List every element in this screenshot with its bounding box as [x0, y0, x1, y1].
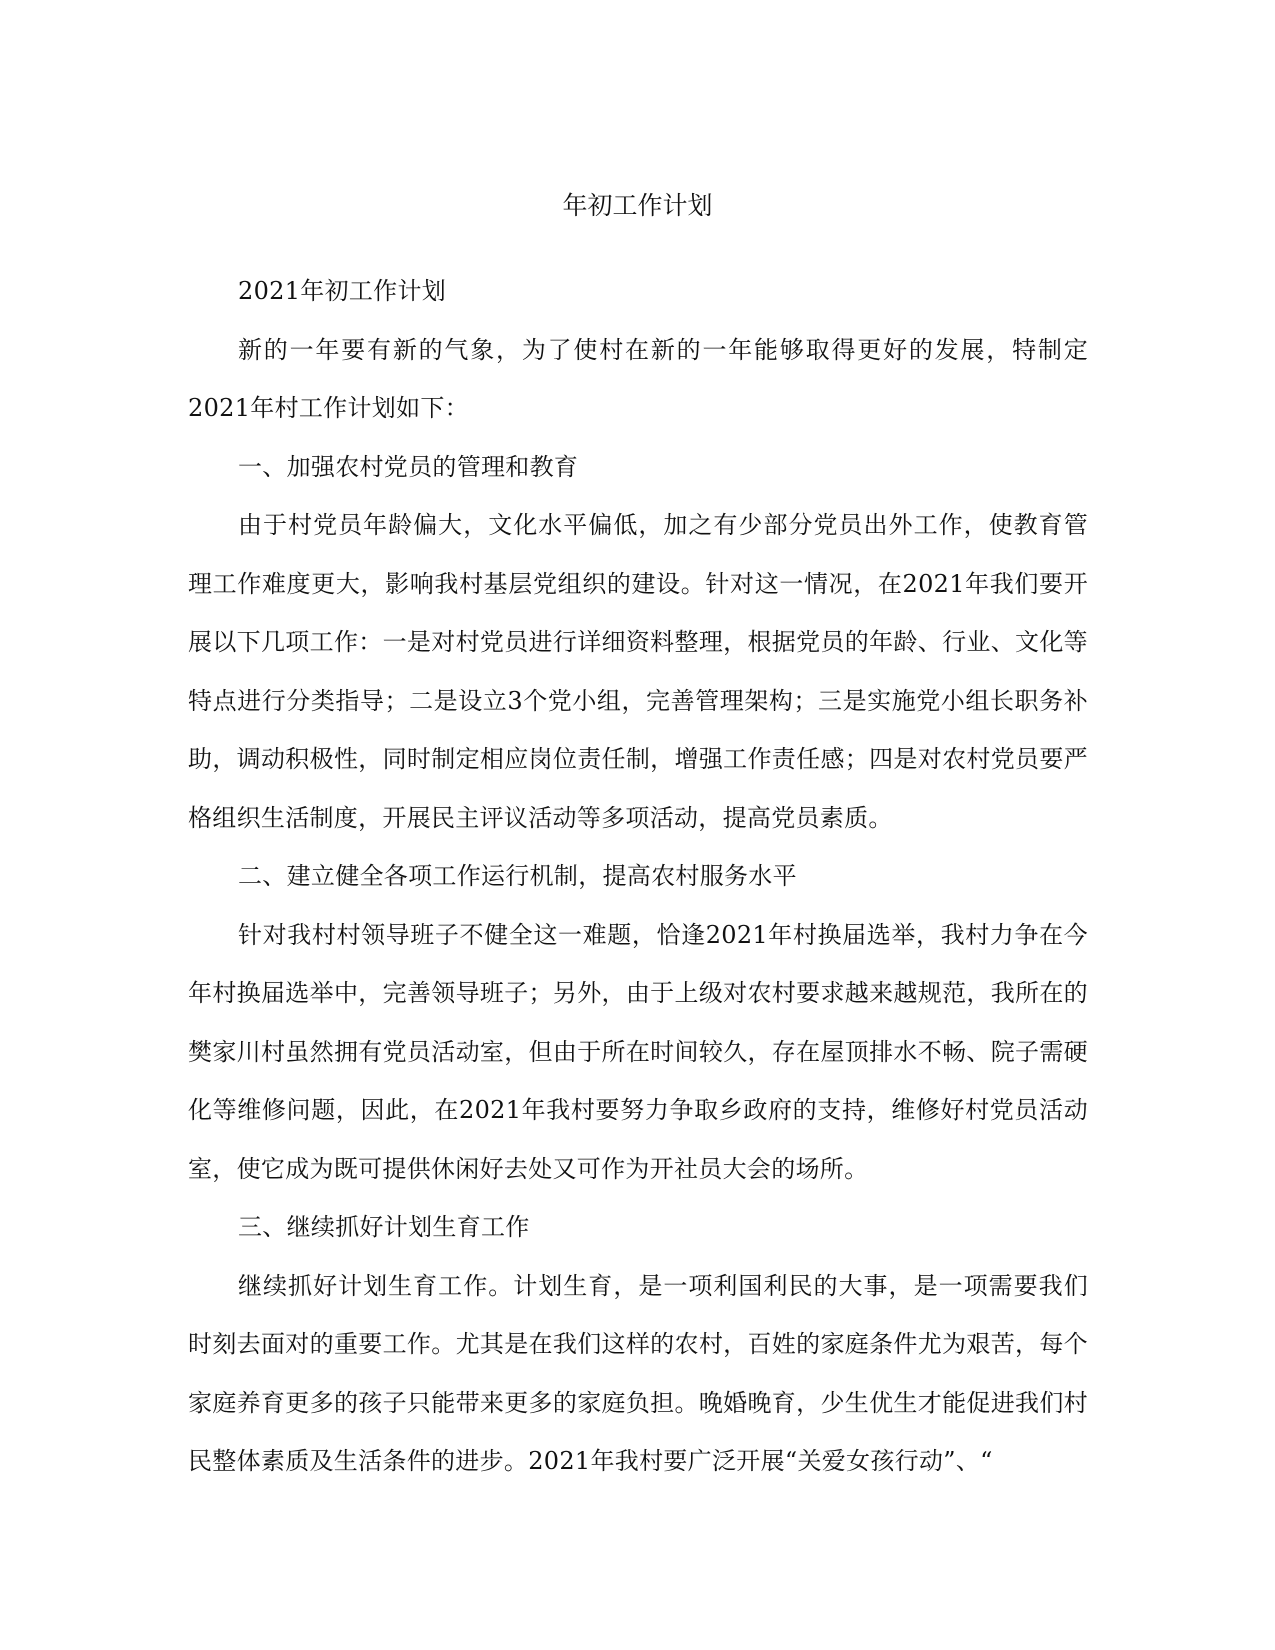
paragraph-section-1: 由于村党员年龄偏大，文化水平偏低，加之有少部分党员出外工作，使教育管理工作难度更大，影响我村基层党组织的建设。针对这一情况，在2021年我们要开展以下几项工作：一是对村党员进行详细资料整理，根据党员的年龄、行业、文化等特点进行分类指导；二是设立3个党小组，完善管理架构；三是实施党小组长职务补助，调动积极性，同时制定相应岗位责任制，增强工作责任感；四是对农村党员要严格组织生活制度，开展民主评议活动等多项活动，提高党员素质。: [188, 511, 1088, 832]
paragraph-intro: 新的一年要有新的气象，为了使村在新的一年能够取得更好的发展，特制定2021年村工作计划如下：: [188, 335, 1088, 422]
document-title: 年初工作计划: [562, 191, 713, 220]
section-heading-3: 三、继续抓好计划生育工作: [238, 1213, 530, 1241]
paragraph-subtitle: 2021年初工作计划: [238, 277, 447, 305]
paragraph-section-2: 针对我村村领导班子不健全这一难题，恰逢2021年村换届选举，我村力争在今年村换届选举中，完善领导班子；另外，由于上级对农村要求越来越规范，我所在的樊家川村虽然拥有党员活动室，但由于所在时间较久，存在屋顶排水不畅、院子需硬化等维修问题，因此，在2021年我村要努力争取乡政府的支持，维修好村党员活动室，使它成为既可提供休闲好去处又可作为开社员大会的场所。: [188, 920, 1088, 1183]
section-heading-2: 二、建立健全各项工作运行机制，提高农村服务水平: [238, 862, 797, 890]
document-body: [188, 262, 1088, 1491]
section-heading-1: 一、加强农村党员的管理和教育: [238, 452, 579, 481]
paragraph-section-3: 继续抓好计划生育工作。计划生育，是一项利国利民的大事，是一项需要我们时刻去面对的重要工作。尤其是在我们这样的农村，百姓的家庭条件尤为艰苦，每个家庭养育更多的孩子只能带来更多的家庭负担。晚婚晚育，少生优生才能促进我们村民整体素质及生活条件的进步。2021年我村要广泛开展“关爱女孩行动”、“: [188, 1271, 1088, 1475]
